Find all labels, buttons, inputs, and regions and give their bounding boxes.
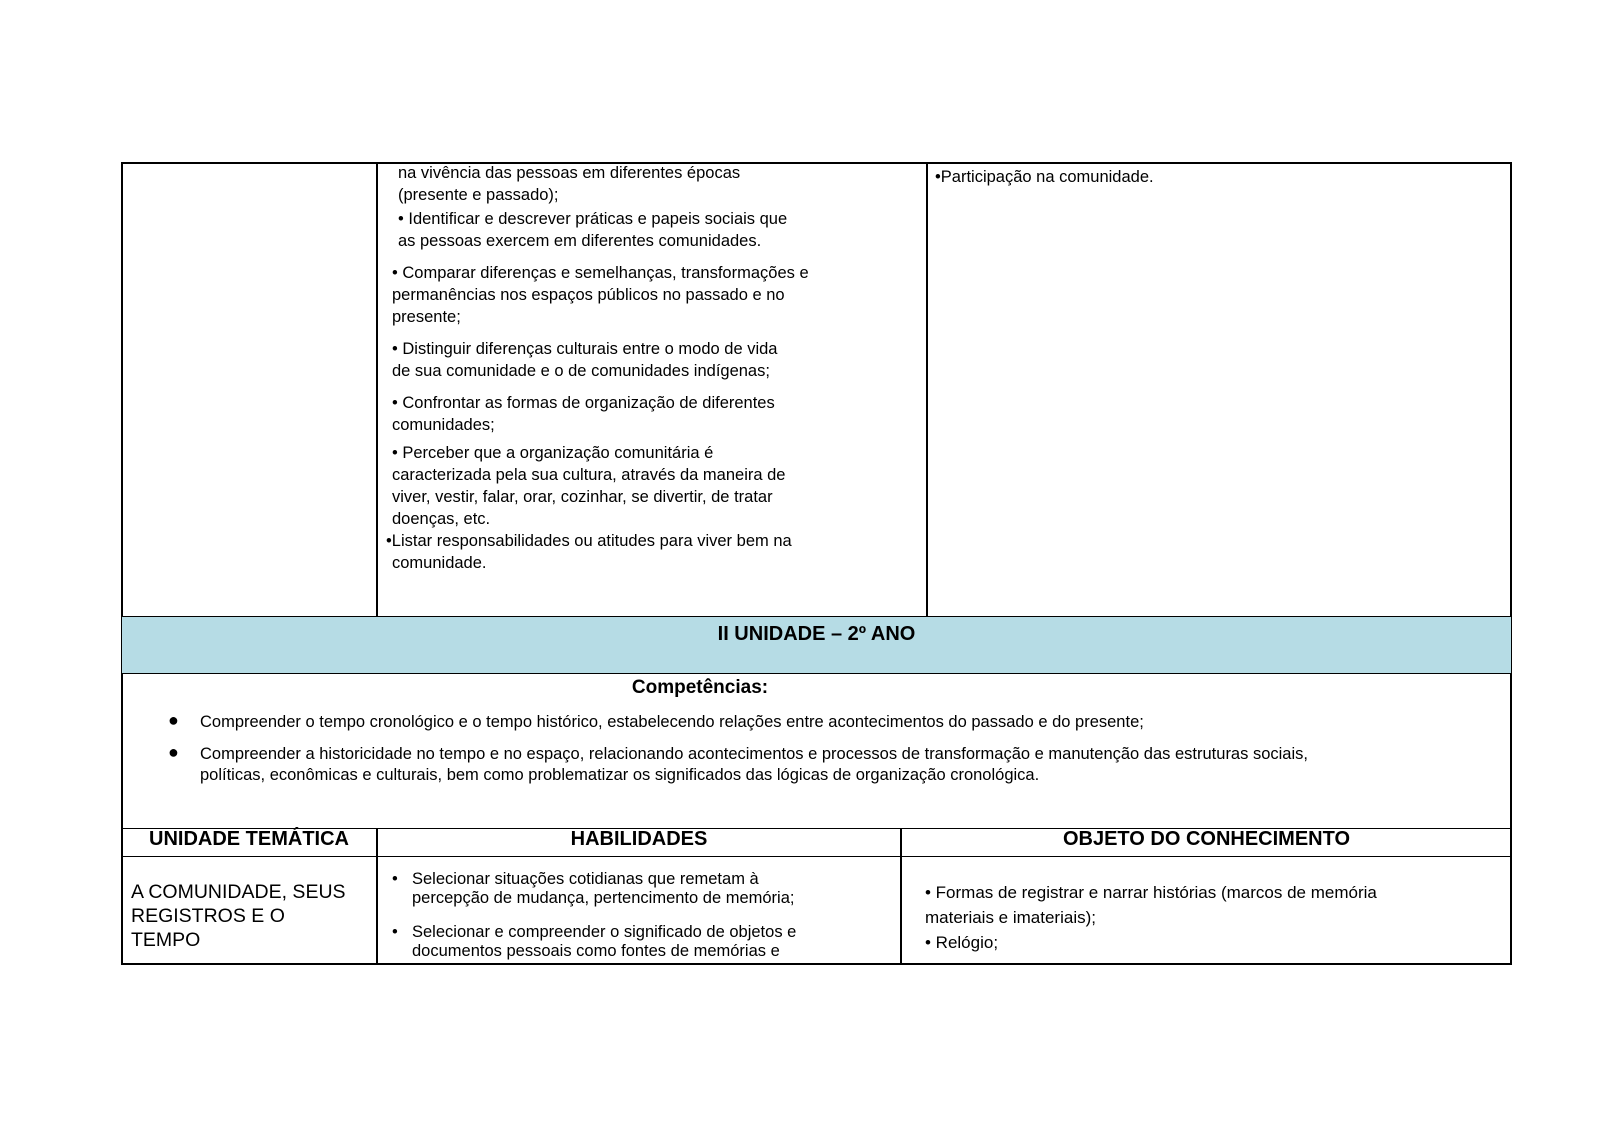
hab-line: • Comparar diferenças e semelhanças, transformações e: [392, 264, 809, 282]
objeto-conhecimento-cell: [925, 880, 1485, 955]
competencias-title: Competências:: [631, 677, 769, 698]
bullet-icon: •: [392, 870, 398, 888]
hab-line: presente;: [392, 308, 461, 326]
hab-line: • Identificar e descrever práticas e papeis sociais que: [398, 210, 788, 228]
hab-line: as pessoas exercem em diferentes comunidades.: [398, 232, 762, 250]
hab-line: na vivência das pessoas em diferentes épocas: [398, 164, 741, 182]
unit-band: [122, 616, 1511, 674]
unidade-line: REGISTROS E O: [131, 905, 285, 927]
objeto-line: • Relógio;: [925, 933, 999, 952]
competencia-item-continued: políticas, econômicas e culturais, bem como problematizar os significados das lógicas de organização cronológica.: [200, 766, 1040, 784]
bullet-icon: •: [392, 923, 398, 941]
hab-line: viver, vestir, falar, orar, cozinhar, se divertir, de tratar: [392, 488, 773, 506]
hab-line: caracterizada pela sua cultura, através da maneira de: [392, 466, 786, 484]
hab-line: •Listar responsabilidades ou atitudes para viver bem na: [386, 532, 792, 550]
unidade-line: A COMUNIDADE, SEUS: [131, 881, 346, 903]
hab-line: • Distinguir diferenças culturais entre o modo de vida: [392, 340, 778, 358]
header-objeto-conhecimento: OBJETO DO CONHECIMENTO: [1062, 828, 1351, 850]
hab-line: • Confrontar as formas de organização de diferentes: [392, 394, 775, 412]
hab-line: (presente e passado);: [398, 186, 559, 204]
top-col-divider-1: [376, 162, 378, 617]
header-habilidades: HABILIDADES: [570, 828, 708, 850]
objeto-line: • Formas de registrar e narrar histórias (marcos de memória: [925, 883, 1377, 902]
top-objeto-item: •Participação na comunidade.: [935, 168, 1154, 186]
habilidade-line: percepção de mudança, pertencimento de memória;: [412, 889, 795, 907]
unidade-tematica-cell: [131, 880, 371, 952]
hab-line: doenças, etc.: [392, 510, 491, 528]
habilidade-line: Selecionar situações cotidianas que remetam à: [412, 870, 759, 888]
habilidade-line: documentos pessoais como fontes de memórias e: [412, 942, 780, 960]
unidade-line: TEMPO: [131, 929, 201, 951]
hab-line: comunidades;: [392, 416, 495, 434]
competencia-item: Compreender a historicidade no tempo e no espaço, relacionando acontecimentos e processos de transformação e manutenção das estruturas sociais,: [200, 745, 1308, 763]
habilidade-line: Selecionar e compreender o significado de objetos e: [412, 923, 797, 941]
competencia-item: Compreender o tempo cronológico e o tempo histórico, estabelecendo relações entre acontecimentos do passado e do presente;: [200, 713, 1144, 731]
bullet-icon: ●: [168, 710, 179, 730]
header-unidade-tematica: UNIDADE TEMÁTICA: [149, 828, 349, 850]
header-bottom-line: [122, 856, 1511, 857]
hab-line: comunidade.: [392, 554, 487, 572]
objeto-line: materiais e imateriais);: [925, 908, 1096, 927]
hab-line: • Perceber que a organização comunitária é: [392, 444, 714, 462]
bullet-icon: ●: [168, 742, 179, 762]
hab-line: de sua comunidade e o de comunidades indígenas;: [392, 362, 770, 380]
unit-title: II UNIDADE – 2º ANO: [717, 623, 916, 645]
hab-line: permanências nos espaços públicos no passado e no: [392, 286, 785, 304]
top-col-divider-2: [926, 162, 928, 617]
